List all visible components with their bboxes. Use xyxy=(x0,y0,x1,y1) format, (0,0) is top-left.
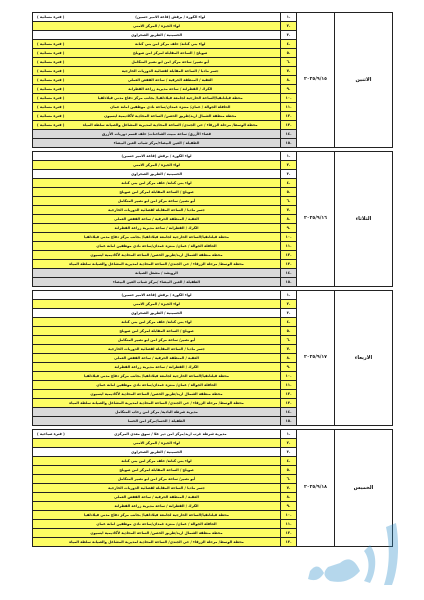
location-cell xyxy=(33,112,281,121)
row-number: .٥ xyxy=(281,188,297,197)
location-text: جسر مادبا / الساحة المقابلة لقضائية الدوريات الخارجية xyxy=(108,207,205,212)
row-number: .١٣ xyxy=(281,260,297,269)
row-number: .١٠ xyxy=(281,511,297,520)
location-text: لواء الجيزة / المركز الامني xyxy=(133,162,180,167)
row-number: .١٢ xyxy=(281,529,297,538)
location-text: لواء الجيزة / المركز الامني xyxy=(133,23,180,28)
row-number: .١ xyxy=(281,152,297,161)
row-number: .٩ xyxy=(281,85,297,94)
location-cell xyxy=(33,336,281,345)
row-number: .١ xyxy=(281,430,297,439)
location-cell xyxy=(33,179,281,188)
location-cell xyxy=(33,448,281,457)
location-text: العقبة / المنطقة الحرفية / ساحة القفص العملي xyxy=(114,494,199,499)
location-text: الكرك / القطرانة / ساحة مديرية زراعة القطرانة xyxy=(114,364,199,369)
location-cell xyxy=(33,94,281,103)
location-cell xyxy=(33,170,281,179)
shift-note: ( فترة مسائية ) xyxy=(37,14,65,19)
row-number: .١١ xyxy=(281,103,297,112)
location-text: جسر مادبا / الساحة المقابلة لقضائية الدوريات الخارجية xyxy=(108,485,205,490)
row-number: .٦ xyxy=(281,475,297,484)
row-number: .١٤ xyxy=(281,130,297,139)
location-cell xyxy=(33,484,281,493)
row-number: .٤ xyxy=(281,457,297,466)
location-cell xyxy=(33,121,281,130)
location-text: الحافلة الجوالة / عمان/ منتزه غمدان/ساحة نادي موظفين امانة عمان xyxy=(96,243,217,248)
location-cell xyxy=(33,76,281,85)
location-cell xyxy=(33,493,281,502)
location-cell xyxy=(33,408,281,417)
location-cell xyxy=(33,466,281,475)
location-text: جسر مادبا / الساحة المقابلة لقضائية الدوريات الخارجية xyxy=(108,346,205,351)
location-cell xyxy=(33,58,281,67)
location-text: أبو نصير/ ساحة مركز امن ابو نصير المتكامل xyxy=(131,59,209,64)
row-number: .٤ xyxy=(281,179,297,188)
location-cell xyxy=(33,22,281,31)
location-text: محطة الوسط/ مرحلة الزرقاء / حي الجندي/ الساحة المحاذية لمديرية المشاغل والصيانة سلطة المياه xyxy=(82,122,258,127)
row-number: .٦ xyxy=(281,58,297,67)
location-text: قضاء الأزرق/ ساحة مبيت الشاحنات/ خلف قسم دوريات الأزرق xyxy=(101,131,212,136)
row-number: .١ xyxy=(281,291,297,300)
location-cell xyxy=(33,372,281,381)
location-text: صويلح / الساحة المقابلة لمركز امن صويلح xyxy=(119,328,194,333)
location-text: محطة الوسط/ مرحلة الزرقاء / حي الجندي/ الساحة المحاذية لمديرية المشاغل والصيانة سلطة المياه xyxy=(69,261,244,266)
location-cell xyxy=(33,85,281,94)
table-row xyxy=(33,430,393,439)
row-number: .٧ xyxy=(281,345,297,354)
row-number: .٨ xyxy=(281,76,297,85)
row-number: .٨ xyxy=(281,493,297,502)
shift-note: ( فترة صباحية ) xyxy=(37,431,65,436)
location-text: لواء بني كنانة/ خلف مركز امن بني كنانة xyxy=(121,458,192,463)
shift-note: ( فترة مسائية ) xyxy=(37,77,65,82)
row-number: .١٢ xyxy=(281,112,297,121)
row-number: .١٣ xyxy=(281,121,297,130)
shift-note: ( فترة مسائية ) xyxy=(37,95,65,100)
location-text: صويلح / الساحة المقابلة لمركز امن صويلح xyxy=(133,50,208,55)
shift-note: ( فترة مسائية ) xyxy=(37,122,65,127)
location-cell xyxy=(33,269,281,278)
row-number: .٥ xyxy=(281,49,297,58)
row-number: .٥ xyxy=(281,327,297,336)
day-cell: الاثنين xyxy=(335,13,393,148)
location-cell xyxy=(33,67,281,76)
row-number: .١٤ xyxy=(281,269,297,278)
row-number: .٩ xyxy=(281,502,297,511)
shift-note: ( فترة مسائية ) xyxy=(37,68,65,73)
location-text: محطة قيلتانقيا/الساحة الخارجية لجامعة فيلادلفيا/ بجانب مركز دفاع مدني فيلادلفيا xyxy=(84,373,229,378)
table-row xyxy=(33,13,393,22)
location-text: الحسينية / الطريق الصحراوي xyxy=(130,310,183,315)
location-text: لواء الكورة / برقش (قاعة الامير حسين) xyxy=(135,14,206,19)
row-number: .١٠ xyxy=(281,94,297,103)
row-number: .١١ xyxy=(281,520,297,529)
shift-note: ( فترة مسائية ) xyxy=(37,113,65,118)
location-cell xyxy=(33,520,281,529)
location-text: لواء بني كنانة/ خلف مركز امن بني كنانة xyxy=(135,41,206,46)
shift-note: ( فترة مسائية ) xyxy=(37,50,65,55)
row-number: .٨ xyxy=(281,215,297,224)
row-number: .٧ xyxy=(281,206,297,215)
location-text: الطفيلة / العين البيضاء/مركز شباب العين البيضاء xyxy=(113,140,200,145)
location-text: العقبة / المنطقة الحرفية / ساحة القفص العملي xyxy=(114,216,199,221)
location-cell xyxy=(33,251,281,260)
location-cell xyxy=(33,363,281,372)
location-text: الرويشد / مشغل الصيانة xyxy=(135,270,178,275)
row-number: .٧ xyxy=(281,484,297,493)
row-number: .٥ xyxy=(281,466,297,475)
row-number: .٣ xyxy=(281,309,297,318)
location-text: محطة منطقة الشمال اربد/طريق الحصن/ الساحة المحاذية لأكاديمية ايسيون xyxy=(104,113,237,118)
location-text: لواء الكورة / برقش (قاعة الامير حسين) xyxy=(121,292,192,297)
location-cell xyxy=(33,381,281,390)
location-text: الطفيلة / العين البيضاء /مركز شباب العين البيضاء xyxy=(112,279,201,284)
location-cell xyxy=(33,309,281,318)
location-cell xyxy=(33,130,281,139)
location-text: لواء بني كنانة/ خلف مركز امن بني كنانة xyxy=(121,319,192,324)
row-number: .٧ xyxy=(281,67,297,76)
location-text: محطة الوسط/ مرحلة الزرقاء / حي الجندي/ الساحة المحاذية لمديرية المشاغل والصيانة سلطة المياه xyxy=(69,539,244,544)
location-cell xyxy=(33,390,281,399)
location-text: جسر مادبا / الساحة المقابلة لقضائية الدوريات الخارجية xyxy=(121,68,219,73)
location-cell xyxy=(33,188,281,197)
location-text: الكرك / القطرانة / ساحة مديرية زراعة القطرانة xyxy=(128,86,213,91)
location-cell xyxy=(33,13,281,22)
location-cell xyxy=(33,139,281,148)
schedule-document xyxy=(32,12,392,547)
location-cell xyxy=(33,475,281,484)
row-number: .١٠ xyxy=(281,233,297,242)
table-row xyxy=(33,152,393,161)
row-number: .٩ xyxy=(281,363,297,372)
row-number: .٤ xyxy=(281,40,297,49)
row-number: .٢ xyxy=(281,439,297,448)
location-cell xyxy=(33,260,281,269)
table-row xyxy=(33,291,393,300)
row-number: .١٥ xyxy=(281,278,297,287)
location-text: أبو نصير/ ساحة مركز امن ابو نصير المتكامل xyxy=(117,198,196,203)
row-number: .٣ xyxy=(281,448,297,457)
location-text: العقبة / المنطقة الحرفية / ساحة القفص العملي xyxy=(127,77,213,82)
location-cell xyxy=(33,197,281,206)
location-text: مديرية شرطة البادية/ مركز امن رحاب المتكامل xyxy=(115,409,198,414)
row-number: .٣ xyxy=(281,31,297,40)
location-text: الكرك / القطرانة / ساحة مديرية زراعة القطرانة xyxy=(114,503,199,508)
location-cell xyxy=(33,502,281,511)
shift-note: ( فترة مسائية ) xyxy=(37,104,65,109)
location-cell xyxy=(33,152,281,161)
location-cell xyxy=(33,399,281,408)
location-text: صويلح / الساحة المقابلة لمركز امن صويلح xyxy=(119,467,194,472)
row-number: .١٥ xyxy=(281,139,297,148)
location-text: صويلح / الساحة المقابلة لمركز امن صويلح xyxy=(119,189,194,194)
location-text: الحافلة الجوالة / عمان/ منتزه غمدان/ساحة نادي موظفين امانة عمان xyxy=(110,104,231,109)
location-text: لواء الجيزة / المركز الامني xyxy=(133,301,180,306)
row-number: .١٢ xyxy=(281,390,297,399)
shift-note: ( فترة مسائية ) xyxy=(37,41,65,46)
location-text: محطة قيلتانقيا/الساحة الخارجية لجامعة فيلادلفيا/ بجانب مركز دفاع مدني فيلادلفيا xyxy=(84,234,229,239)
row-number: .١٠ xyxy=(281,372,297,381)
location-text: الكرك / القطرانة / ساحة مديرية زراعة القطرانة xyxy=(114,225,199,230)
location-text: الحافلة الجوالة / عمان/ منتزه غمدان/ساحة نادي موظفين امانة عمان xyxy=(96,521,217,526)
shift-note: ( فترة مسائية ) xyxy=(37,59,65,64)
row-number: .٢ xyxy=(281,161,297,170)
row-number: .١١ xyxy=(281,242,297,251)
location-cell xyxy=(33,529,281,538)
row-number: .١٣ xyxy=(281,538,297,547)
location-text: الطفيلة / الحسا/مركز امن الحسا xyxy=(127,418,186,423)
location-cell xyxy=(33,327,281,336)
location-cell xyxy=(33,103,281,112)
location-cell xyxy=(33,538,281,547)
row-number: .١٥ xyxy=(281,417,297,426)
location-text: أبو نصير/ ساحة مركز امن ابو نصير المتكامل xyxy=(117,337,196,342)
location-text: الحسينية / الطريق الصحراوي xyxy=(130,171,183,176)
location-cell xyxy=(33,278,281,287)
location-text: محطة قيلتانقيا/الساحة الخارجية لجامعة فيلادلفيا/ بجانب مركز دفاع مدني فيلادلفيا xyxy=(97,95,243,100)
shift-note: ( فترة مسائية ) xyxy=(37,86,65,91)
day-cell: الخميس xyxy=(335,430,393,547)
row-number: .٦ xyxy=(281,197,297,206)
location-text: لواء الجيزة / المركز الامني xyxy=(133,440,180,445)
row-number: .١ xyxy=(281,13,297,22)
location-text: محطة منطقة الشمال اربد/طريق الحصن/ الساحة المحاذية لأكاديمية ايسيون xyxy=(90,252,223,257)
row-number: .٦ xyxy=(281,336,297,345)
location-text: محطة منطقة الشمال اربد/طريق الحصن/ الساحة المحاذية لأكاديمية ايسيون xyxy=(90,530,223,535)
location-text: الحسينية / الطريق الصحراوي xyxy=(130,32,183,37)
row-number: .٢ xyxy=(281,22,297,31)
row-number: .١١ xyxy=(281,381,297,390)
row-number: .١٤ xyxy=(281,408,297,417)
location-cell xyxy=(33,31,281,40)
row-number: .٩ xyxy=(281,224,297,233)
location-cell xyxy=(33,49,281,58)
location-cell xyxy=(33,215,281,224)
row-number: .٢ xyxy=(281,300,297,309)
row-number: .٨ xyxy=(281,354,297,363)
location-text: أبو نصير/ ساحة مركز امن ابو نصير المتكامل xyxy=(117,476,196,481)
location-cell xyxy=(33,439,281,448)
date-cell: ٢٠٢٥/٩/١٥ xyxy=(297,13,335,148)
location-cell xyxy=(33,430,281,439)
location-text: محطة قيلتانقيا/الساحة الخارجية لجامعة فيلادلفيا/ بجانب مركز دفاع مدني فيلادلفيا xyxy=(84,512,229,517)
location-cell xyxy=(33,300,281,309)
location-cell xyxy=(33,233,281,242)
location-text: العقبة / المنطقة الحرفية / ساحة القفص العملي xyxy=(114,355,199,360)
location-cell xyxy=(33,242,281,251)
day-cell: الثلاثاء xyxy=(335,152,393,287)
date-cell: ٢٠٢٥/٩/١٧ xyxy=(297,291,335,426)
row-number: .٤ xyxy=(281,318,297,327)
location-cell xyxy=(33,457,281,466)
location-text: لواء بني كنانة/ خلف مركز امن بني كنانة xyxy=(121,180,192,185)
schedule-table xyxy=(32,12,393,547)
location-cell xyxy=(33,224,281,233)
location-text: لواء الكورة / برقش (قاعة الامير حسين) xyxy=(121,153,192,158)
location-cell xyxy=(33,417,281,426)
location-cell xyxy=(33,354,281,363)
location-text: محطة منطقة الشمال اربد/طريق الحصن/ الساحة المحاذية لأكاديمية ايسيون xyxy=(90,391,223,396)
location-cell xyxy=(33,511,281,520)
date-cell: ٢٠٢٥/٩/١٨ xyxy=(297,430,335,547)
location-cell xyxy=(33,206,281,215)
location-cell xyxy=(33,318,281,327)
day-cell: الاربعاء xyxy=(335,291,393,426)
location-cell xyxy=(33,345,281,354)
location-text: الحسينية / الطريق الصحراوي xyxy=(130,449,183,454)
row-number: .١٣ xyxy=(281,399,297,408)
date-cell: ٢٠٢٥/٩/١٦ xyxy=(297,152,335,287)
location-cell xyxy=(33,161,281,170)
location-cell xyxy=(33,40,281,49)
location-cell xyxy=(33,291,281,300)
row-number: .١٢ xyxy=(281,251,297,260)
location-text: الحافلة الجوالة / عمان/ منتزه غمدان/ساحة نادي موظفين امانة عمان xyxy=(96,382,217,387)
location-text: محطة الوسط/ مرحلة الزرقاء / حي الجندي/ الساحة المحاذية لمديرية المشاغل والصيانة سلطة المياه xyxy=(69,400,244,405)
location-text: مديرية شرطة غرب اربد/مركز امن دير علا / سوق معدي المركزي xyxy=(114,431,227,436)
row-number: .٣ xyxy=(281,170,297,179)
